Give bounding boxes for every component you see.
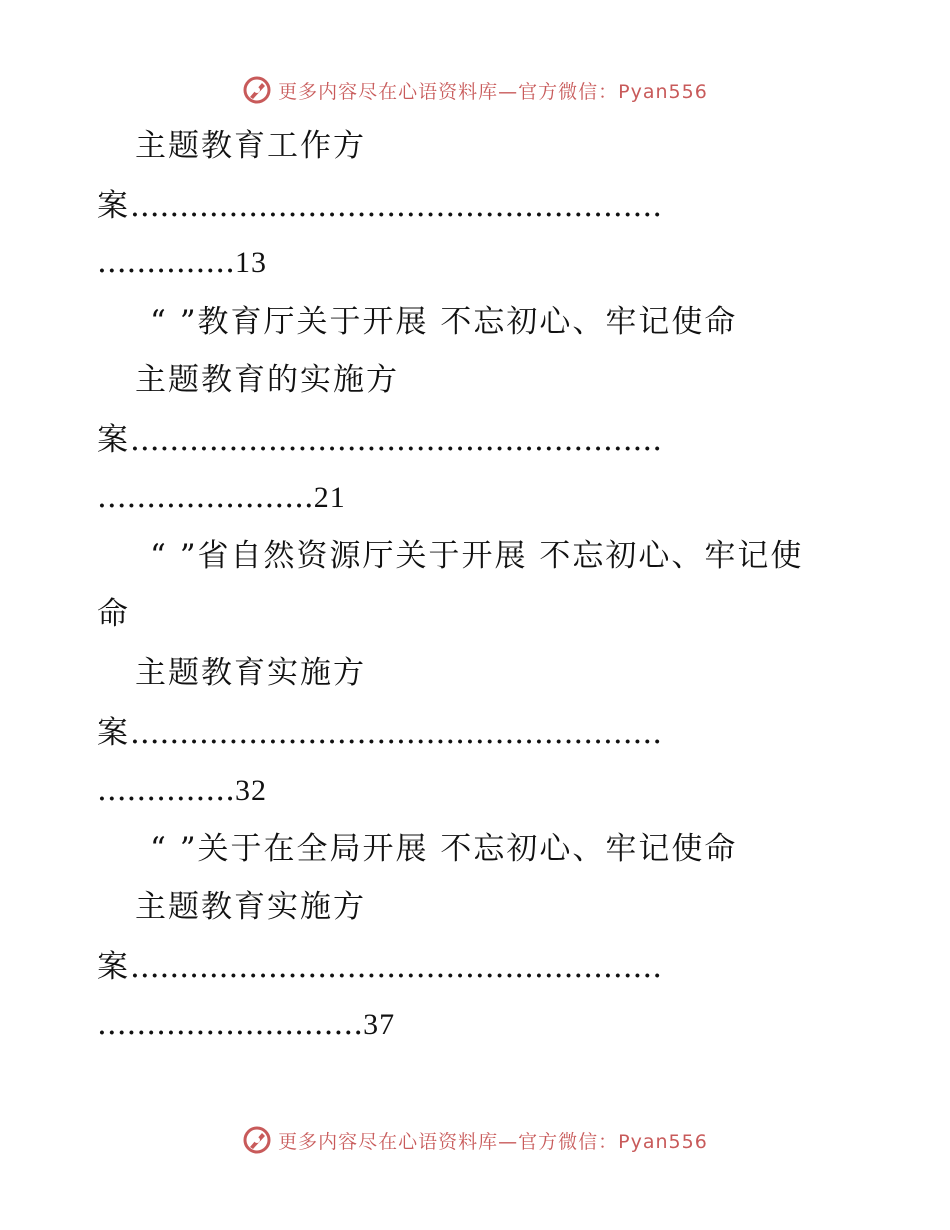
toc-entry-1-page-number: 13: [234, 246, 267, 279]
toc-entry-3-page-number: 32: [234, 774, 267, 807]
header-watermark-text: 更多内容尽在心语资料库—官方微信：Pyan556: [278, 80, 708, 103]
toc-entry-4-title-line-1: “ ”关于在全局开展 不忘初心、牢记使命: [150, 831, 738, 867]
toc-entry-2-title-line-2: 主题教育的实施方: [135, 362, 399, 398]
toc-entry-3-leader-dots-1: ......................................................: [130, 715, 663, 751]
toc-entry-3-leader-row: [97, 770, 267, 811]
toc-entry-4-leader-row: [97, 1004, 395, 1045]
toc-entry-1-leader-dots-2: ..............: [97, 244, 235, 280]
toc-entry-3-title-line-3: 主题教育实施方: [135, 655, 366, 691]
toc-entry-4-leader-dots-1: ......................................................: [130, 949, 663, 985]
toc-entry-3-title-line-2: 命: [97, 596, 130, 632]
toc-entry-3-title-line-4: 案: [97, 715, 130, 751]
toc-entry-2-leader-dots-2: ......................: [97, 479, 314, 515]
toc-entry-1-leader-row: [97, 242, 267, 283]
toc-entry-1-title-line-2: 案: [97, 188, 130, 224]
toc-entry-4-title-line-3: 案: [97, 949, 130, 985]
toc-entry-2-leader-dots-1: ......................................................: [130, 422, 663, 458]
footer-watermark-text: 更多内容尽在心语资料库—官方微信：Pyan556: [278, 1130, 708, 1153]
toc-entry-2-title-line-1: “ ”教育厅关于开展 不忘初心、牢记使命: [150, 304, 738, 340]
toc-entry-2-title-line-3: 案: [97, 422, 130, 458]
pen-circle-logo-icon: [242, 75, 272, 105]
toc-entry-1-title-line-1: 主题教育工作方: [135, 128, 366, 164]
footer-watermark-banner: [0, 1120, 950, 1160]
pen-circle-logo-icon: [242, 1125, 272, 1155]
toc-entry-2-leader-row: [97, 477, 346, 518]
toc-entry-3-leader-dots-2: ..............: [97, 772, 235, 808]
toc-entry-4-page-number: 37: [363, 1008, 396, 1041]
toc-entry-1-leader-dots-1: ......................................................: [130, 188, 663, 224]
toc-entry-4-title-line-2: 主题教育实施方: [135, 889, 366, 925]
toc-entry-3-title-line-1: “ ”省自然资源厅关于开展 不忘初心、牢记使: [150, 538, 804, 574]
toc-entry-2-page-number: 21: [313, 481, 346, 514]
header-watermark-banner: [0, 70, 950, 110]
toc-entry-4-leader-dots-2: ...........................: [97, 1006, 364, 1042]
